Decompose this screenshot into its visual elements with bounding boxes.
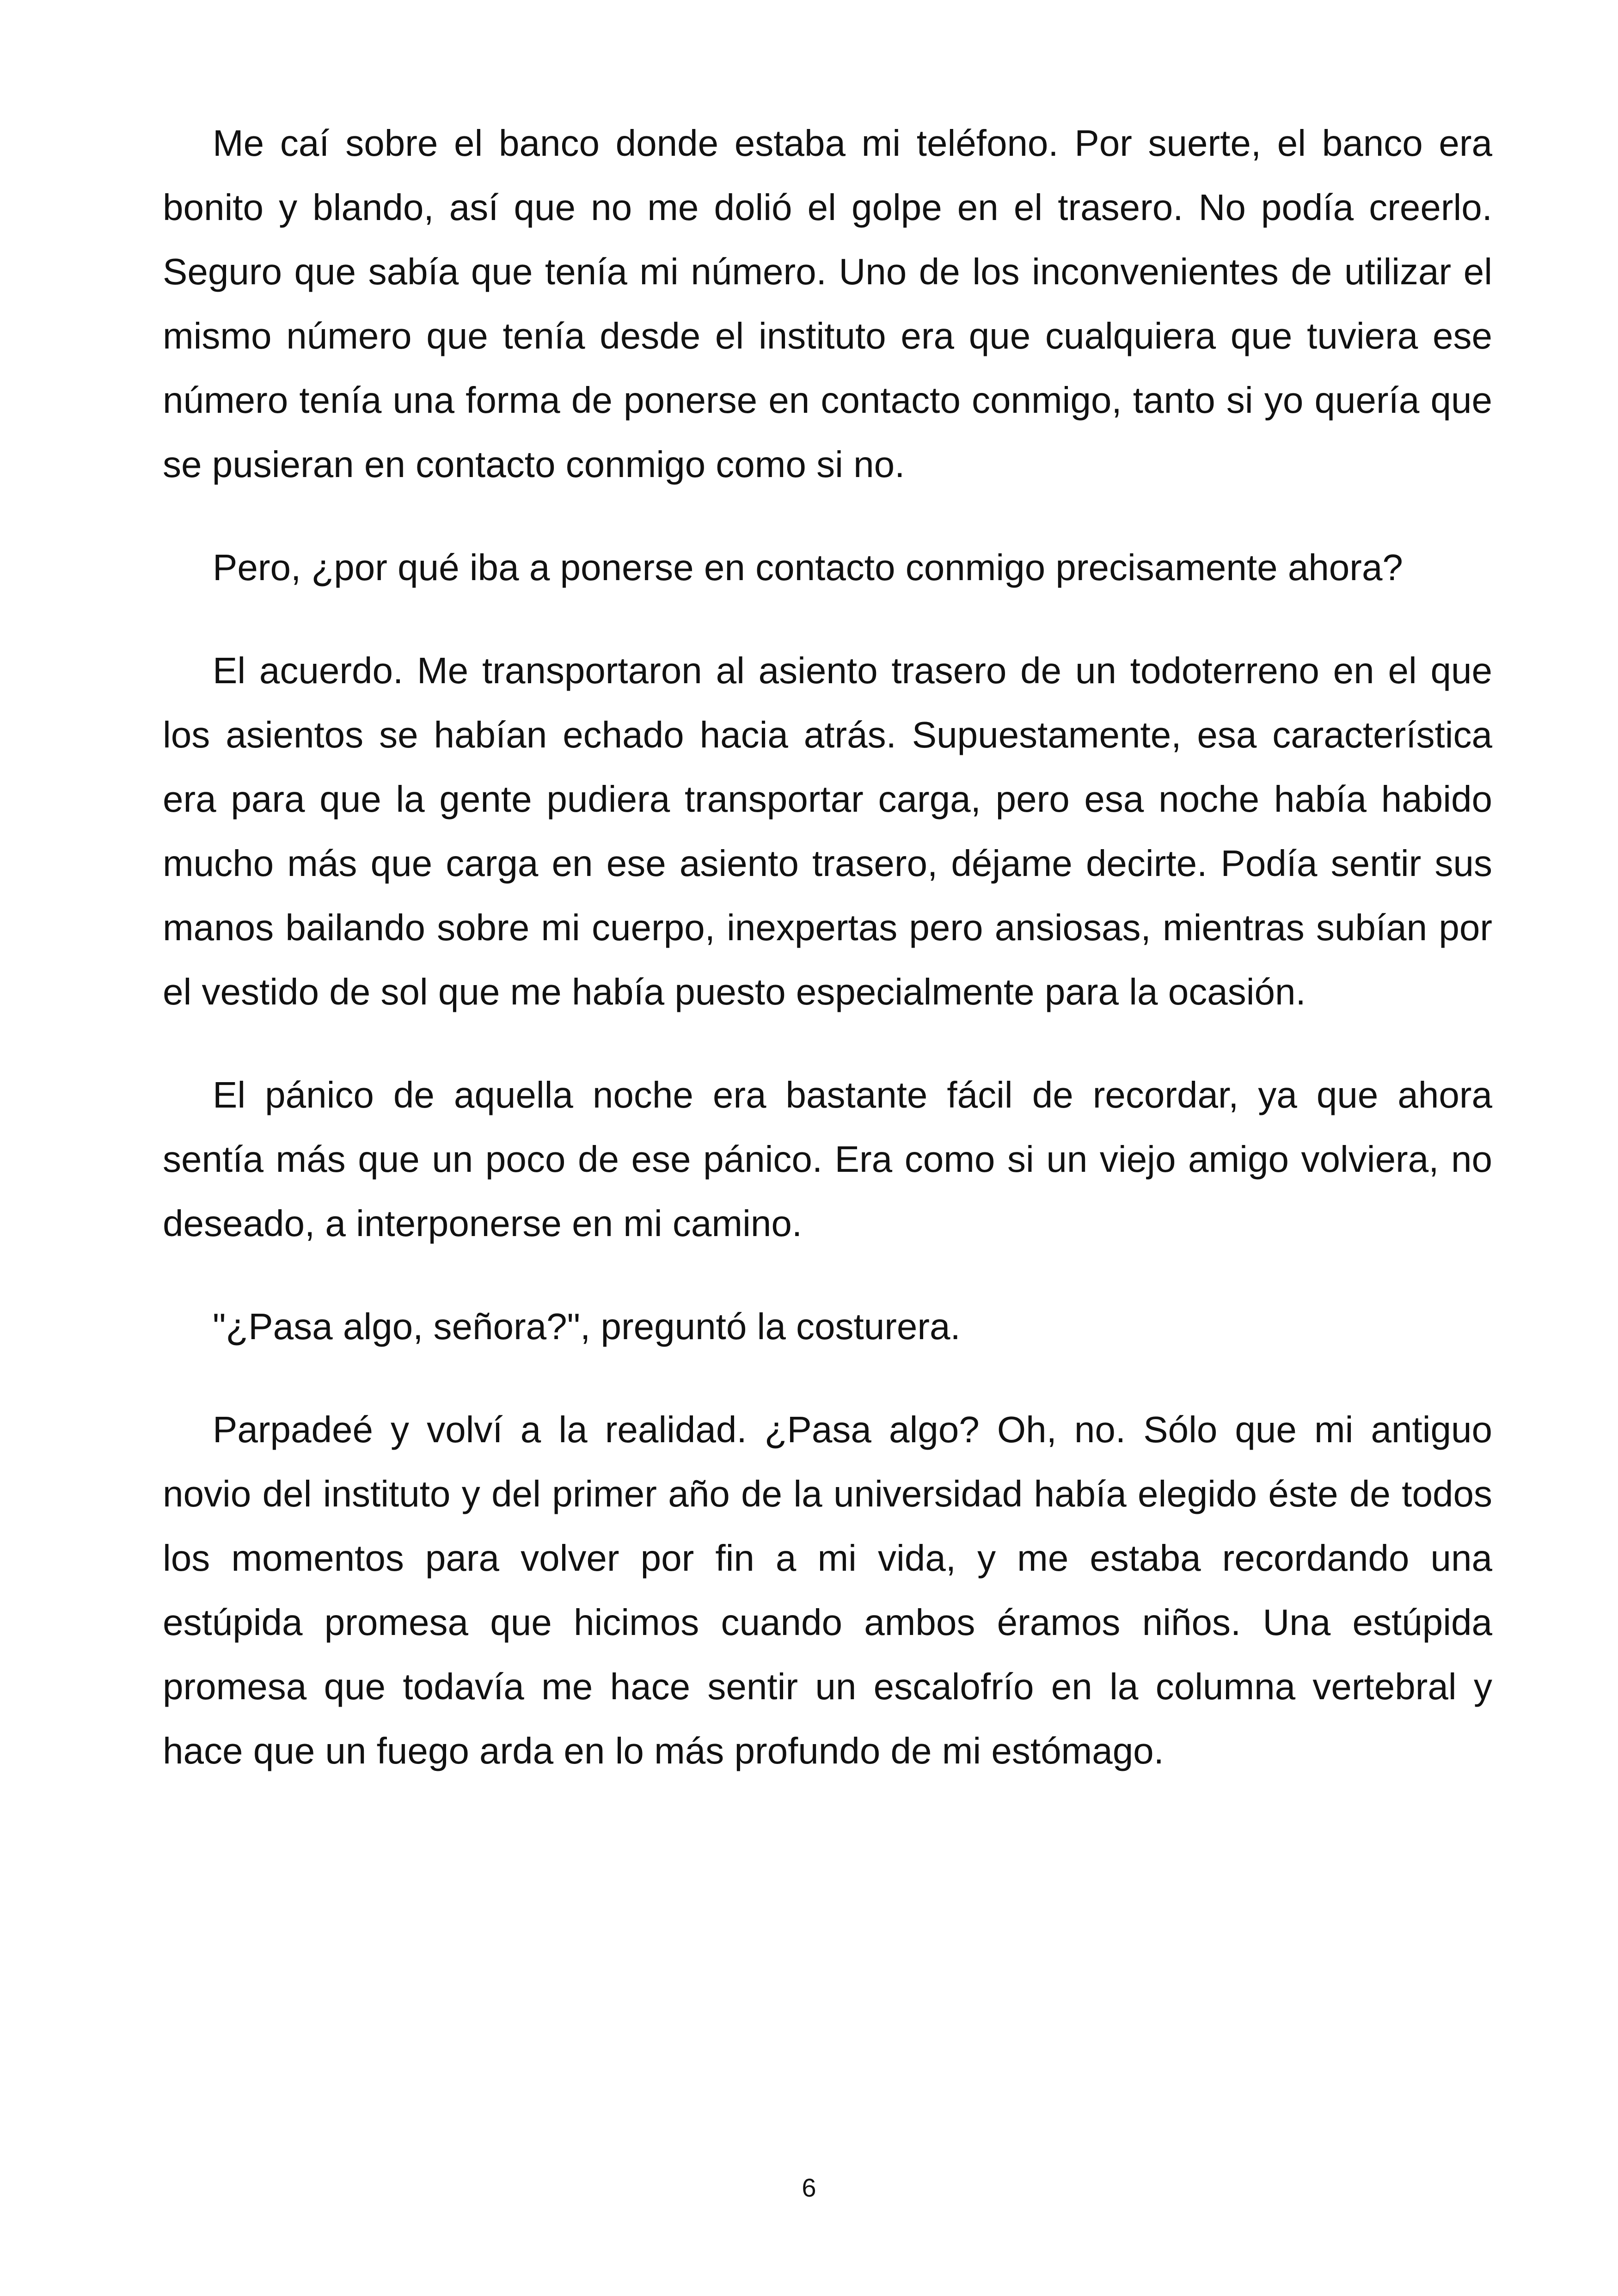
paragraph-4: El pánico de aquella noche era bastante fácil de recordar, ya que ahora sentía más que un poco de ese pánico. Era como si un viejo amigo volviera, no deseado, a interponerse en mi camino. bbox=[163, 1074, 1492, 1244]
body-text bbox=[163, 111, 1492, 1822]
paragraph-6: Parpadeé y volví a la realidad. ¿Pasa algo? Oh, no. Sólo que mi antiguo novio del instituto y del primer año de la universidad había elegido éste de todos los momentos para volver por fin a mi vida, y me estaba recordando una estúpida promesa que hicimos cuando ambos éramos niños. Una estúpida promesa que todavía me hace sentir un escalofrío en la columna vertebral y hace que un fuego arda en lo más profundo de mi estómago. bbox=[163, 1409, 1492, 1771]
paragraph-1: Me caí sobre el banco donde estaba mi teléfono. Por suerte, el banco era bonito y blando, así que no me dolió el golpe en el trasero. No podía creerlo. Seguro que sabía que tenía mi número. Uno de los inconvenientes de utilizar el mismo número que tenía desde el instituto era que cualquiera que tuviera ese número tenía una forma de ponerse en contacto conmigo, tanto si yo quería que se pusieran en contacto conmigo como si no. bbox=[163, 122, 1492, 485]
paragraph-3: El acuerdo. Me transportaron al asiento trasero de un todoterreno en el que los asientos se habían echado hacia atrás. Supuestamente, esa característica era para que la gente pudiera transportar carga, pero esa noche había habido mucho más que carga en ese asiento trasero, déjame decirte. Podía sentir sus manos bailando sobre mi cuerpo, inexpertas pero ansiosas, mientras subían por el vestido de sol que me había puesto especialmente para la ocasión. bbox=[163, 650, 1492, 1012]
paragraph-5: "¿Pasa algo, señora?", preguntó la costurera. bbox=[213, 1306, 961, 1347]
paragraph-2: Pero, ¿por qué iba a ponerse en contacto conmigo precisamente ahora? bbox=[213, 547, 1403, 588]
page-number: 6 bbox=[802, 2173, 816, 2202]
